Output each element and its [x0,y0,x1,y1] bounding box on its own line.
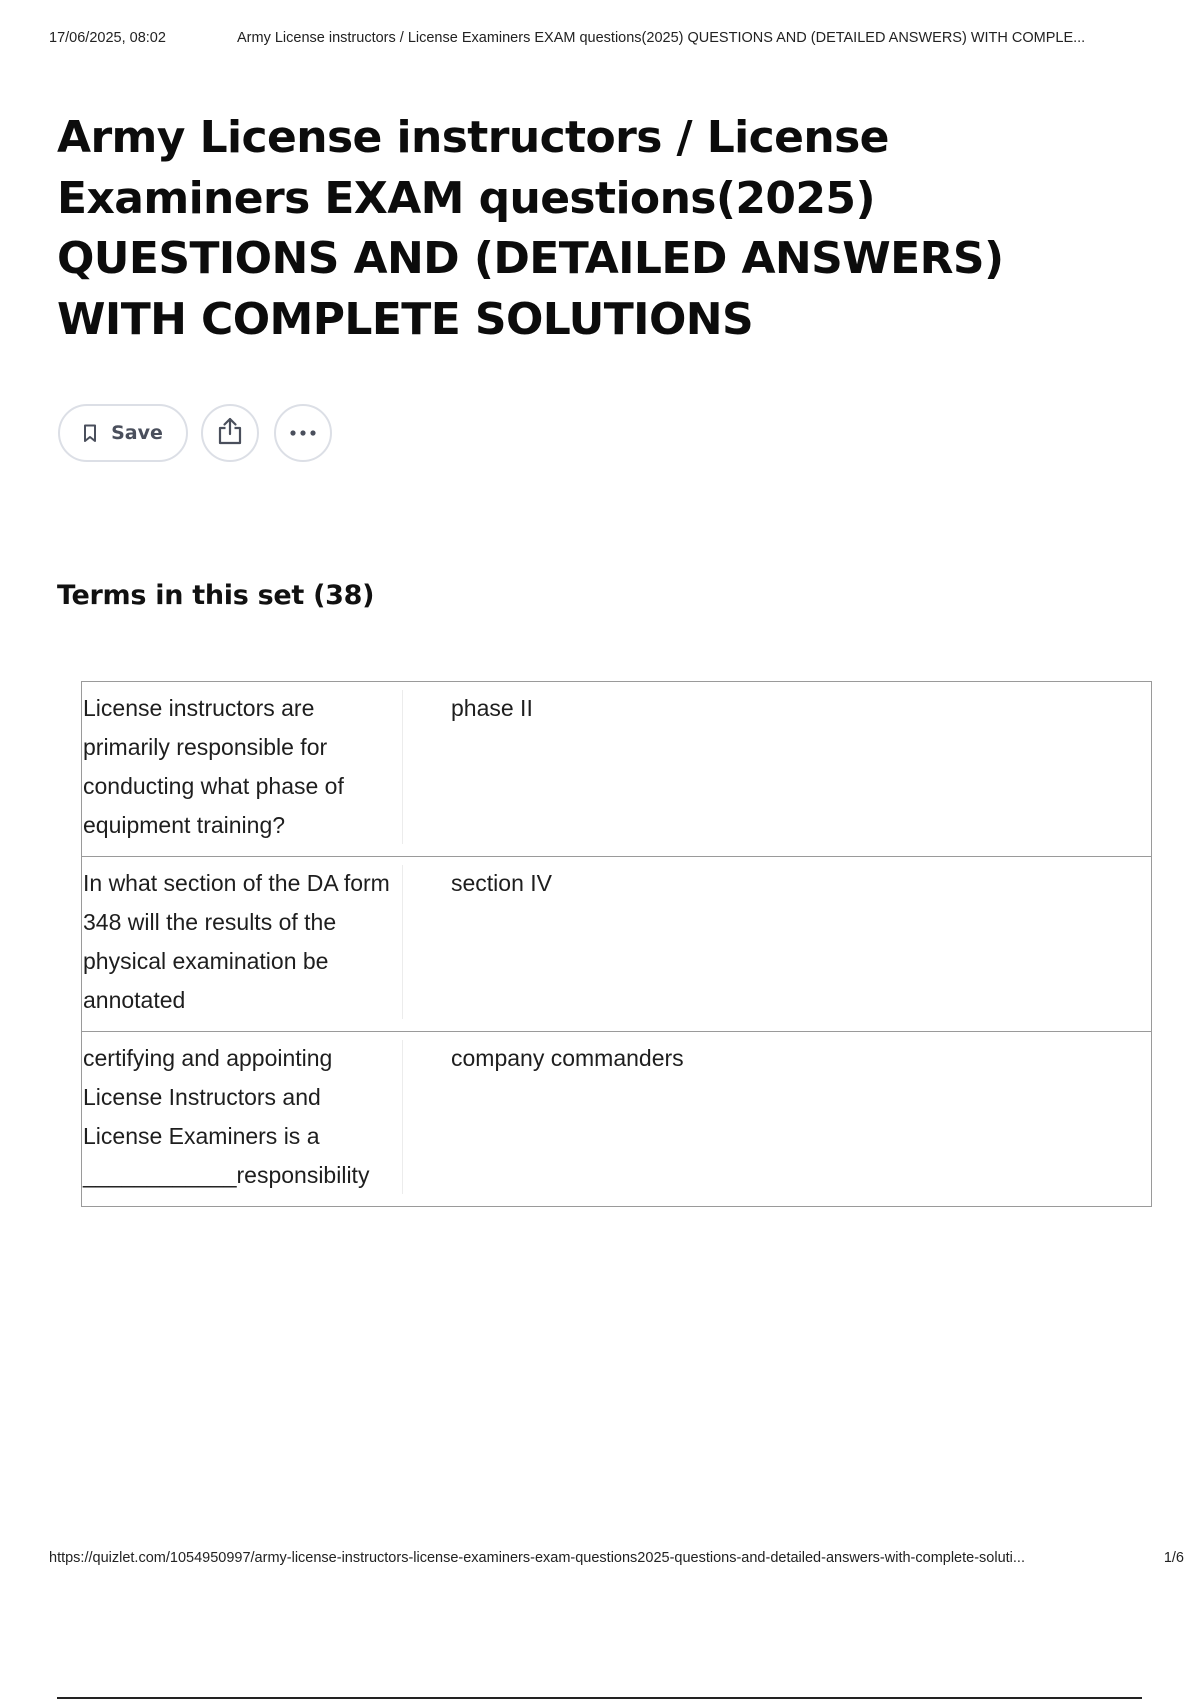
share-icon [217,417,243,450]
term-question: certifying and appointing License Instructors and License Examiners is a ____________responsibility [83,1045,370,1188]
bookmark-icon [83,424,97,443]
term-question: License instructors are primarily responsible for conducting what phase of equipment training? [83,695,344,838]
column-divider [402,690,403,844]
print-document-title: Army License instructors / License Examiners EXAM questions(2025) QUESTIONS AND (DETAILED ANSWERS) WITH COMPLE... [237,30,1086,46]
print-date: 17/06/2025, 08:02 [49,30,166,46]
terms-heading: Terms in this set (38) [57,580,375,611]
term-answer: section IV [451,870,552,896]
share-button[interactable] [201,404,259,462]
print-footer [49,1550,1184,1570]
save-button[interactable] [58,404,188,462]
page-number: 1/6 [1163,1550,1184,1566]
more-options-button[interactable] [274,404,332,462]
term-answer: company commanders [451,1045,684,1071]
page-title: Army License instructors / License Examiners EXAM questions(2025) QUESTIONS AND (DETAILED ANSWERS) WITH COMPLETE SOLUTIONS [57,112,1004,345]
terms-table [81,681,1152,1207]
bottom-divider [57,1697,1142,1699]
term-row [82,1032,1151,1206]
column-divider [402,1040,403,1194]
term-question: In what section of the DA form 348 will the results of the physical examination be annotated [83,870,390,1013]
more-options-icon [289,424,317,442]
print-header [49,30,1184,50]
term-row [82,682,1151,857]
term-row [82,857,1151,1032]
column-divider [402,865,403,1019]
save-label: Save [111,422,163,444]
page-url: https://quizlet.com/1054950997/army-license-instructors-license-examiners-exam-questions2025-questions-and-detailed-answers-with-complete-soluti... [49,1550,1025,1566]
term-answer: phase II [451,695,533,721]
